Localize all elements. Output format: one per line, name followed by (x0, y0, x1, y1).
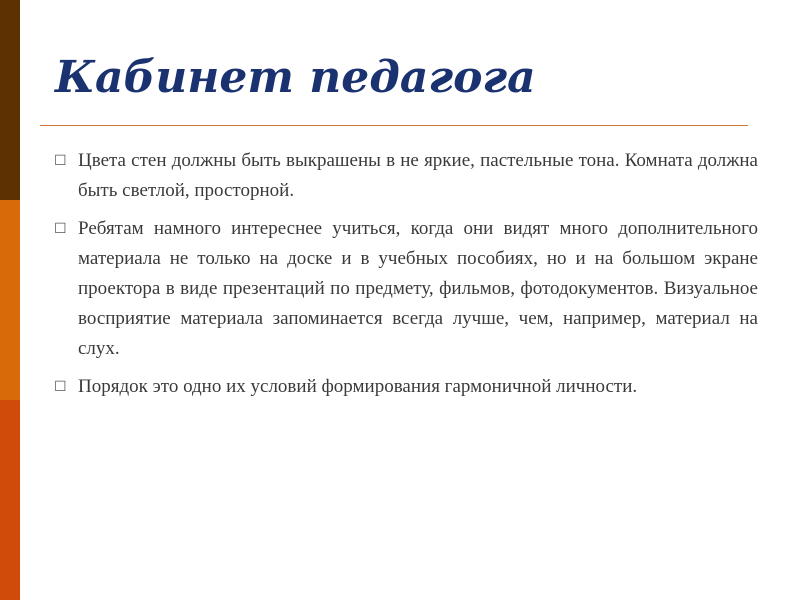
bullet-list (48, 146, 758, 410)
slide-title: Кабинет педагога (55, 52, 536, 103)
side-bar-segment-bottom (0, 400, 20, 600)
side-bar-segment-middle (0, 200, 20, 400)
bullet-item (48, 372, 758, 402)
side-bar-segment-top (0, 0, 20, 200)
bullet-item (48, 146, 758, 206)
checkbox-outline-icon: ☐ (54, 221, 67, 237)
bullet-text: Ребятам намного интереснее учиться, когда они видят много дополнительного материала не только на доске и в учебных пособиях, но и на большом экране проектора в виде презентаций по предмету, фильмов, фотодокументов. Визуальное восприятие материала запоминается всегда лучше, чем, например, материал на слух. (78, 218, 758, 359)
checkbox-outline-icon: ☐ (54, 153, 67, 169)
checkbox-outline-icon: ☐ (54, 379, 67, 395)
bullet-text: Цвета стен должны быть выкрашены в не яркие, пастельные тона. Комната должна быть светлой, просторной. (78, 150, 758, 201)
bullet-text: Порядок это одно их условий формирования гармоничной личности. (78, 376, 638, 397)
title-divider (40, 125, 748, 126)
bullet-item (48, 214, 758, 364)
side-accent-bar (0, 0, 20, 600)
